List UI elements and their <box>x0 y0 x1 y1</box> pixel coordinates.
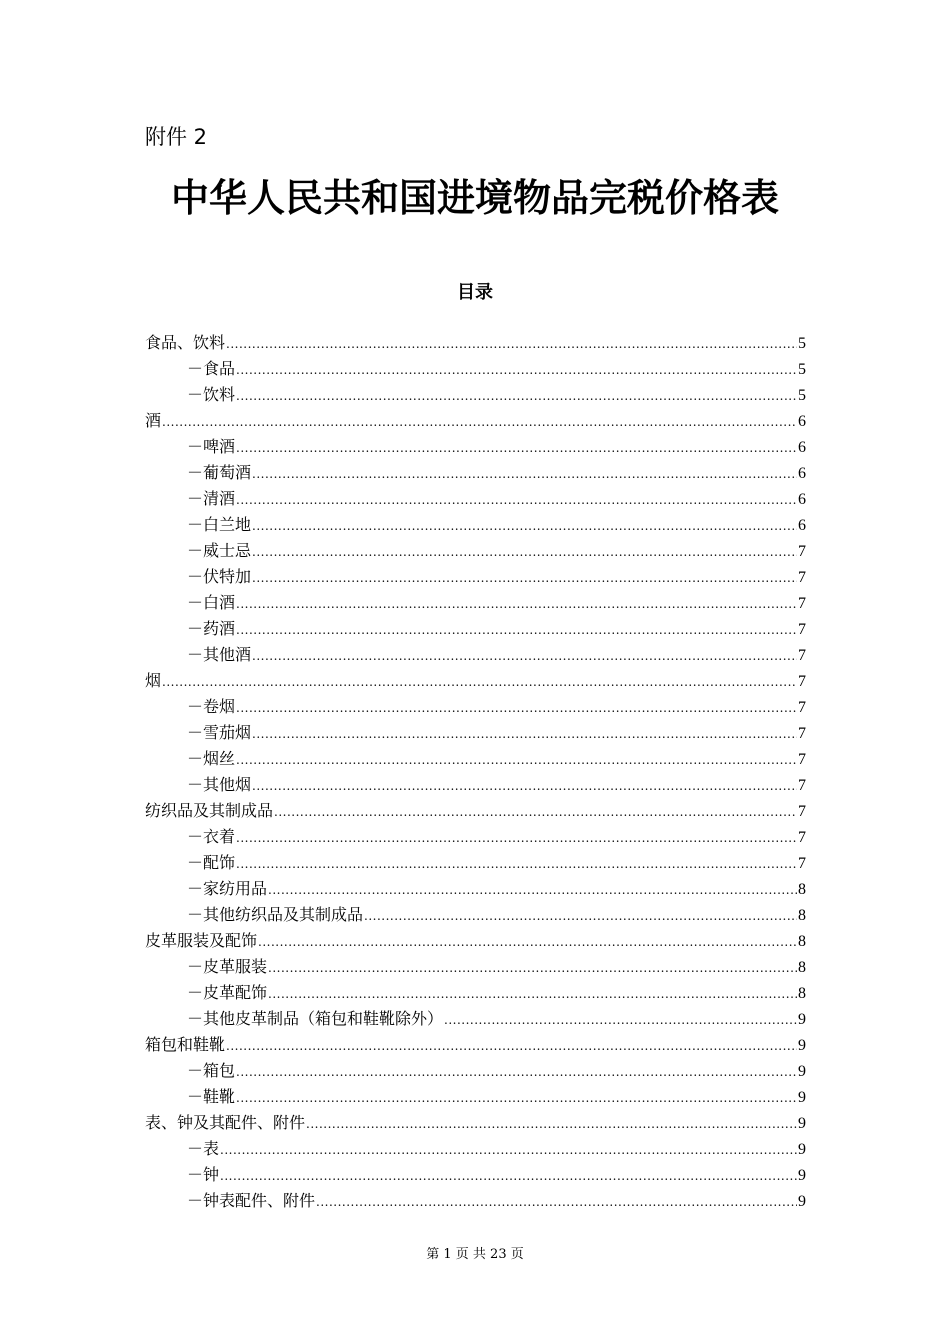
toc-dot-leader <box>236 851 797 876</box>
toc-subentry[interactable] <box>145 876 806 902</box>
toc-subentry[interactable] <box>145 434 806 460</box>
toc-subentry[interactable] <box>145 980 806 1006</box>
toc-dot-leader <box>162 669 797 694</box>
toc-entry-label: －皮革配饰 <box>187 983 268 1002</box>
toc-entry-label: －白酒 <box>187 593 236 612</box>
toc-page-number: 9 <box>798 1193 806 1210</box>
toc-subentry[interactable] <box>145 1006 806 1032</box>
toc-dot-leader <box>220 1137 797 1162</box>
toc-dot-leader <box>236 617 797 642</box>
toc-dot-leader <box>252 565 797 590</box>
toc-subentry[interactable] <box>145 460 806 486</box>
toc-entry[interactable] <box>145 928 806 954</box>
toc-dot-leader <box>268 955 797 980</box>
toc-entry[interactable] <box>145 408 806 434</box>
toc-subentry[interactable] <box>145 694 806 720</box>
toc-page-number: 8 <box>798 959 806 976</box>
toc-page-number: 9 <box>798 1063 806 1080</box>
toc-dot-leader <box>252 461 797 486</box>
toc-subentry[interactable] <box>145 486 806 512</box>
toc-subentry[interactable] <box>145 772 806 798</box>
toc-dot-leader <box>316 1189 797 1214</box>
toc-entry-label: 酒 <box>145 411 162 430</box>
toc-dot-leader <box>162 409 797 434</box>
toc-entry-label: －其他皮革制品（箱包和鞋靴除外） <box>187 1009 444 1028</box>
toc-subentry[interactable] <box>145 1058 806 1084</box>
toc-entry-label: －箱包 <box>187 1061 236 1080</box>
toc-subentry[interactable] <box>145 824 806 850</box>
toc-page-number: 9 <box>798 1037 806 1054</box>
toc-dot-leader <box>236 747 797 772</box>
toc-entry-label: 纺织品及其制成品 <box>145 801 274 820</box>
toc-entry[interactable] <box>145 668 806 694</box>
toc-subentry[interactable] <box>145 902 806 928</box>
toc-subentry[interactable] <box>145 382 806 408</box>
toc-dot-leader <box>252 513 797 538</box>
toc-page-number: 7 <box>798 621 806 638</box>
toc-entry-label: －鞋靴 <box>187 1087 236 1106</box>
page-footer: 第 1 页 共 23 页 <box>426 1247 524 1262</box>
toc-subentry[interactable] <box>145 538 806 564</box>
toc-dot-leader <box>252 721 797 746</box>
toc-page-number: 5 <box>798 361 806 378</box>
toc-dot-leader <box>258 929 797 954</box>
toc-entry-label: －表 <box>187 1139 220 1158</box>
toc-page-number: 6 <box>798 465 806 482</box>
toc-entry-label: －食品 <box>187 359 236 378</box>
toc-page-number: 9 <box>798 1167 806 1184</box>
toc-entry-label: －药酒 <box>187 619 236 638</box>
toc-dot-leader <box>220 1163 797 1188</box>
toc-dot-leader <box>252 773 797 798</box>
toc-dot-leader <box>236 695 797 720</box>
toc-page-number: 7 <box>798 803 806 820</box>
toc-entry-label: －其他烟 <box>187 775 252 794</box>
toc-entry[interactable] <box>145 1032 806 1058</box>
toc-page-number: 8 <box>798 881 806 898</box>
toc-page-number: 7 <box>798 751 806 768</box>
toc-entry-label: －烟丝 <box>187 749 236 768</box>
toc-entry-label: －其他纺织品及其制成品 <box>187 905 364 924</box>
toc-entry-label: －伏特加 <box>187 567 252 586</box>
toc-page-number: 7 <box>798 647 806 664</box>
toc-page-number: 7 <box>798 829 806 846</box>
toc-entry-label: －皮革服装 <box>187 957 268 976</box>
toc-page-number: 8 <box>798 907 806 924</box>
toc-page-number: 7 <box>798 595 806 612</box>
toc-page-number: 8 <box>798 985 806 1002</box>
toc-dot-leader <box>236 435 797 460</box>
toc-page-number: 7 <box>798 855 806 872</box>
toc-entry-label: －钟 <box>187 1165 220 1184</box>
toc-subentry[interactable] <box>145 954 806 980</box>
toc-entry-label: 食品、饮料 <box>145 333 226 352</box>
toc-dot-leader <box>252 643 797 668</box>
toc-subentry[interactable] <box>145 720 806 746</box>
toc-subentry[interactable] <box>145 512 806 538</box>
toc-page-number: 9 <box>798 1011 806 1028</box>
toc-page-number: 7 <box>798 725 806 742</box>
toc-entry-label: －家纺用品 <box>187 879 268 898</box>
toc-entry[interactable] <box>145 798 806 824</box>
toc-dot-leader <box>252 539 797 564</box>
toc-entry-label: 烟 <box>145 671 162 690</box>
toc-page-number: 7 <box>798 777 806 794</box>
toc-entry-label: －白兰地 <box>187 515 252 534</box>
toc-entry-label: －葡萄酒 <box>187 463 252 482</box>
toc-entry-label: －卷烟 <box>187 697 236 716</box>
toc-heading: 目录 <box>457 282 493 303</box>
toc-subentry[interactable] <box>145 564 806 590</box>
toc-dot-leader <box>268 877 797 902</box>
toc-subentry[interactable] <box>145 642 806 668</box>
toc-dot-leader <box>236 825 797 850</box>
toc-entry-label: －饮料 <box>187 385 236 404</box>
table-of-contents <box>145 330 806 1214</box>
toc-page-number: 9 <box>798 1089 806 1106</box>
toc-entry-label: －威士忌 <box>187 541 252 560</box>
toc-entry-label: －啤酒 <box>187 437 236 456</box>
toc-dot-leader <box>236 487 797 512</box>
toc-page-number: 9 <box>798 1115 806 1132</box>
toc-dot-leader <box>236 591 797 616</box>
toc-dot-leader <box>236 357 797 382</box>
toc-entry-label: －配饰 <box>187 853 236 872</box>
toc-page-number: 7 <box>798 569 806 586</box>
toc-subentry[interactable] <box>145 590 806 616</box>
toc-dot-leader <box>306 1111 797 1136</box>
attachment-label: 附件 2 <box>145 125 208 149</box>
toc-page-number: 7 <box>798 543 806 560</box>
toc-page-number: 8 <box>798 933 806 950</box>
toc-subentry[interactable] <box>145 616 806 642</box>
toc-dot-leader <box>226 331 797 356</box>
toc-page-number: 6 <box>798 517 806 534</box>
toc-entry[interactable] <box>145 330 806 356</box>
toc-dot-leader <box>236 1059 797 1084</box>
toc-dot-leader <box>444 1007 797 1032</box>
toc-dot-leader <box>236 383 797 408</box>
toc-page-number: 6 <box>798 491 806 508</box>
toc-subentry[interactable] <box>145 850 806 876</box>
toc-entry[interactable] <box>145 1110 806 1136</box>
toc-entry-label: 表、钟及其配件、附件 <box>145 1113 306 1132</box>
toc-subentry[interactable] <box>145 746 806 772</box>
toc-dot-leader <box>236 1085 797 1110</box>
toc-page-number: 6 <box>798 439 806 456</box>
toc-page-number: 7 <box>798 699 806 716</box>
toc-subentry[interactable] <box>145 356 806 382</box>
toc-page-number: 9 <box>798 1141 806 1158</box>
toc-entry-label: －衣着 <box>187 827 236 846</box>
toc-entry-label: －雪茄烟 <box>187 723 252 742</box>
toc-page-number: 6 <box>798 413 806 430</box>
document-title: 中华人民共和国进境物品完税价格表 <box>170 176 779 220</box>
toc-dot-leader <box>364 903 797 928</box>
toc-entry-label: 皮革服装及配饰 <box>145 931 258 950</box>
toc-page-number: 5 <box>798 387 806 404</box>
toc-page-number: 7 <box>798 673 806 690</box>
toc-entry-label: 箱包和鞋靴 <box>145 1035 226 1054</box>
toc-entry-label: －钟表配件、附件 <box>187 1191 316 1210</box>
toc-dot-leader <box>226 1033 797 1058</box>
toc-page-number: 5 <box>798 335 806 352</box>
toc-dot-leader <box>274 799 797 824</box>
toc-subentry[interactable] <box>145 1188 806 1214</box>
toc-entry-label: －其他酒 <box>187 645 252 664</box>
toc-subentry[interactable] <box>145 1084 806 1110</box>
toc-subentry[interactable] <box>145 1162 806 1188</box>
toc-dot-leader <box>268 981 797 1006</box>
toc-subentry[interactable] <box>145 1136 806 1162</box>
toc-entry-label: －清酒 <box>187 489 236 508</box>
